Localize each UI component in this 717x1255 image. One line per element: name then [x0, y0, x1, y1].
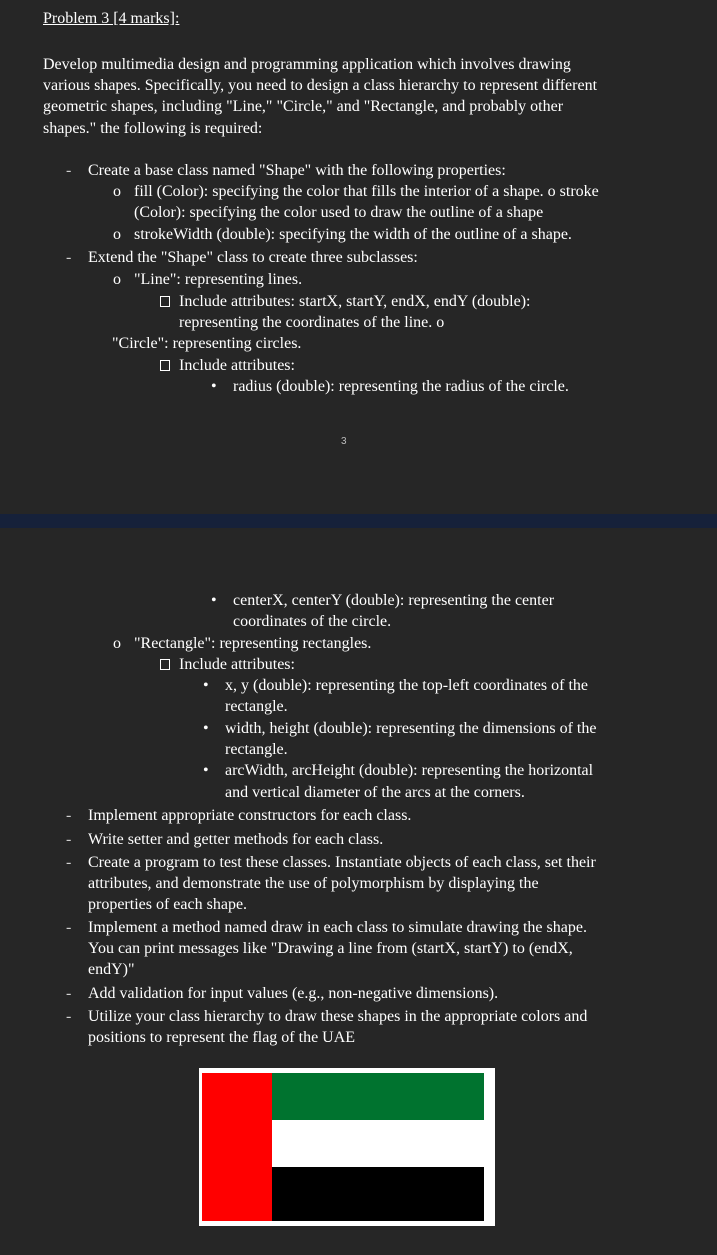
- o-marker: o: [113, 271, 121, 288]
- page-separator: [0, 514, 717, 528]
- uae-flag-image: [199, 1068, 495, 1226]
- flag-white-band: [272, 1120, 484, 1167]
- problem-title: Problem 3 [4 marks]:: [43, 10, 180, 27]
- bullet-marker: •: [211, 592, 217, 609]
- flag-line-1: Utilize your class hierarchy to draw these shapes in the appropriate colors and: [88, 1008, 588, 1025]
- flag-line-2: positions to represent the flag of the UAE: [88, 1029, 356, 1046]
- dash-marker: -: [66, 919, 72, 936]
- rectangle-item: "Rectangle": representing rectangles.: [134, 635, 372, 652]
- page-number: 3: [341, 436, 347, 447]
- validation-line: Add validation for input values (e.g., non-negative dimensions).: [88, 985, 499, 1002]
- bullet-marker: •: [203, 720, 209, 737]
- program-line-1: Create a program to test these classes. Instantiate objects of each class, set their: [88, 854, 596, 871]
- intro-line-3: geometric shapes, including "Line," "Circle," and "Rectangle, and probably other: [43, 98, 564, 115]
- fill-line-1: fill (Color): specifying the color that fills the interior of a shape. o stroke: [134, 183, 599, 200]
- dash-marker: -: [66, 162, 72, 179]
- dash-marker: -: [66, 854, 72, 871]
- fill-line-2: (Color): specifying the color used to draw the outline of a shape: [134, 204, 544, 221]
- dash-marker: -: [66, 807, 72, 824]
- center-line-1: centerX, centerY (double): representing the center: [233, 592, 555, 609]
- bullet-marker: •: [211, 378, 217, 395]
- flag-black-band: [272, 1167, 484, 1221]
- checkbox-glyph-icon: [160, 659, 170, 670]
- dash-marker: -: [66, 1008, 72, 1025]
- xy-line-2: rectangle.: [225, 698, 288, 715]
- intro-line-1: Develop multimedia design and programming application which involves drawing: [43, 56, 571, 73]
- draw-line-3: endY)": [88, 961, 135, 978]
- intro-line-4: shapes." the following is required:: [43, 120, 263, 137]
- bullet-marker: •: [203, 762, 209, 779]
- base-class-line: Create a base class named "Shape" with the following properties:: [88, 162, 506, 179]
- intro-line-2: various shapes. Specifically, you need to design a class hierarchy to represent different: [43, 77, 598, 94]
- constructors-line: Implement appropriate constructors for each class.: [88, 807, 412, 824]
- arc-line-1: arcWidth, arcHeight (double): representing the horizontal: [225, 762, 594, 779]
- line-attr-1: Include attributes: startX, startY, endX, endY (double):: [179, 293, 531, 310]
- flag-green-band: [272, 1073, 484, 1120]
- circle-item: "Circle": representing circles.: [112, 335, 302, 352]
- arc-line-2: and vertical diameter of the arcs at the corners.: [225, 784, 525, 801]
- setters-line: Write setter and getter methods for each class.: [88, 831, 384, 848]
- extend-line: Extend the "Shape" class to create three subclasses:: [88, 249, 418, 266]
- o-marker: o: [113, 226, 121, 243]
- rectangle-attr: Include attributes:: [179, 656, 295, 673]
- dash-marker: -: [66, 985, 72, 1002]
- draw-line-2: You can print messages like "Drawing a line from (startX, startY) to (endX,: [88, 940, 573, 957]
- checkbox-glyph-icon: [160, 360, 170, 371]
- checkbox-glyph-icon: [160, 296, 170, 307]
- draw-line-1: Implement a method named draw in each class to simulate drawing the shape.: [88, 919, 587, 936]
- xy-line-1: x, y (double): representing the top-left coordinates of the: [225, 677, 588, 694]
- dash-marker: -: [66, 831, 72, 848]
- o-marker: o: [113, 635, 121, 652]
- wh-line-2: rectangle.: [225, 741, 288, 758]
- program-line-3: properties of each shape.: [88, 896, 248, 913]
- o-marker: o: [113, 183, 121, 200]
- flag-red-band: [202, 1073, 272, 1221]
- stroke-width-line: strokeWidth (double): specifying the width of the outline of a shape.: [134, 226, 572, 243]
- program-line-2: attributes, and demonstrate the use of polymorphism by displaying the: [88, 875, 539, 892]
- wh-line-1: width, height (double): representing the dimensions of the: [225, 720, 597, 737]
- document-page-1: [0, 0, 717, 514]
- line-item: "Line": representing lines.: [134, 271, 303, 288]
- bullet-marker: •: [203, 677, 209, 694]
- line-attr-2: representing the coordinates of the line. o: [179, 314, 445, 331]
- radius-line: radius (double): representing the radius of the circle.: [233, 378, 569, 395]
- center-line-2: coordinates of the circle.: [233, 613, 392, 630]
- dash-marker: -: [66, 249, 72, 266]
- circle-attr: Include attributes:: [179, 357, 295, 374]
